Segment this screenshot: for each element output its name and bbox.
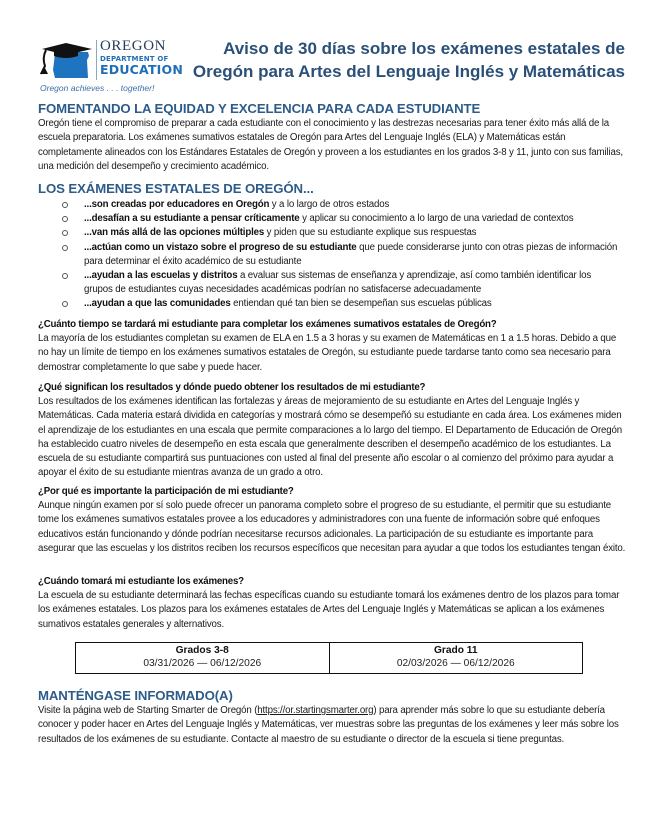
date-range: 02/03/2026 — 06/12/2026 (396, 658, 515, 669)
testing-window-grade-11 (329, 643, 583, 673)
testing-window-grades-3-8 (76, 643, 329, 673)
circle-bullet-icon (62, 202, 68, 208)
faq-answer-participation: Aunque ningún examen por sí solo puede ofrecer un panorama completo sobre el progreso de su estudiante, el permitir que su estudiante tome los exámenes sumativos estatales provee a los educadores y administradores con una fuente de información sobre qué enfoques educativos están funcionando y dónde podrían necesitarse recursos adicionales. La participación de su estudiante es importante para asegurar que las escuelas y los distritos reciben los recursos específicos que necesitan para ayudar a que todos los estudiantes tengan éxito. (38, 500, 626, 554)
bullet-item (60, 198, 620, 212)
logo-department: DEPARTMENT OF (100, 55, 169, 63)
faq-question-when: ¿Cuándo tomará mi estudiante los exámenes? (38, 576, 244, 587)
circle-bullet-icon (62, 245, 68, 251)
grade-label: Grados 3-8 (175, 645, 229, 656)
faq-answer-results: Los resultados de los exámenes identifican las fortalezas y áreas de mejoramiento de su estudiante en Artes del Lenguaje Inglés y Matemáticas. Cada materia estará dividida en categorías y mostrará cómo se desempeñó su estudiante en cada área. Los exámenes miden el aprendizaje de los estudiantes en una escala que permite comparaciones a lo largo del tiempo. El Departamento de Educación de Oregón ha establecido cuatro niveles de desempeño en esta escala que generalmente describen el desempeño académico de los estudiantes. La escuela de su estudiante compartirá sus puntuaciones con usted al final del presente año escolar o al comienzo del próximo para ayudar a apoyar el éxito de su estudiante mientras avanza de un grado a otro. (38, 396, 622, 479)
faq-question-results: ¿Qué significan los resultados y dónde puedo obtener los resultados de mi estudiante? (38, 382, 426, 393)
graduation-cap-oregon-icon (36, 40, 94, 80)
oregon-education-logo (36, 38, 184, 94)
circle-bullet-icon (62, 273, 68, 279)
bullet-item (60, 297, 620, 311)
bullet-item (60, 241, 620, 269)
logo-divider (96, 40, 97, 80)
bullet-item (60, 226, 620, 240)
title-line-1: Aviso de 30 días sobre los exámenes estatales de (223, 39, 625, 58)
bullet-text: entiendan qué tan bien se desempeñan sus escuelas públicas (230, 298, 492, 310)
section-heading-equity: FOMENTANDO LA EQUIDAD Y EXCELENCIA PARA CADA ESTUDIANTE (38, 101, 481, 116)
section-heading-informed: MANTÉNGASE INFORMADO(A) (38, 688, 233, 703)
logo-state-name: OREGON (100, 38, 167, 54)
section-heading-exams: LOS EXÁMENES ESTATALES DE OREGÓN... (38, 181, 314, 196)
grade-label: Grado 11 (433, 645, 478, 656)
bullet-bold: ...actúan como un vistazo sobre el progreso de su estudiante (84, 241, 357, 253)
circle-bullet-icon (62, 301, 68, 307)
logo-education: EDUCATION (100, 62, 184, 77)
bullet-item (60, 212, 620, 226)
bullet-bold: ...van más allá de las opciones múltiples (84, 227, 265, 239)
bullet-bold: ...son creadas por educadores en Oregón (84, 199, 270, 210)
faq-question-duration: ¿Cuánto tiempo se tardará mi estudiante para completar los exámenes sumativos estatales de Oregón? (38, 319, 497, 330)
bullet-bold: ...ayudan a que las comunidades (84, 298, 231, 310)
bullet-text: y aplicar su conocimiento a lo largo de una variedad de contextos (299, 213, 574, 225)
exams-bullet-list (60, 198, 620, 312)
bullet-text: y piden que su estudiante explique sus respuestas (264, 227, 477, 239)
bullet-text: que puede considerarse junto con otras piezas de información para determinar el éxito académico de su estudiante (84, 241, 618, 267)
bullet-item (60, 269, 620, 297)
logo-tagline: Oregon achieves . . . together! (40, 83, 155, 93)
testing-windows-table (75, 642, 583, 674)
starting-smarter-link[interactable]: https://or.startingsmarter.org (257, 705, 374, 716)
faq-answer-when: La escuela de su estudiante determinará las fechas específicas cuando su estudiante tomará los exámenes dentro de los plazos para tomar los exámenes estatales. Los plazos para los exámenes estatales de Artes del Lenguaje Inglés y Matemáticas se aplican a los exámenes sumativos estatales generales y alternativos. (38, 590, 620, 630)
bullet-bold: ...desafían a su estudiante a pensar críticamente (84, 213, 300, 225)
circle-bullet-icon (62, 216, 68, 222)
section-body-equity: Oregón tiene el compromiso de preparar a cada estudiante con el conocimiento y las destrezas necesarias para tener éxito más allá de la escuela preparatoria. Los exámenes sumativos estatales de Oregón para Artes del Lenguaje Inglés (ELA) y Matemáticas están completamente alineados con los Estándares Estatales de Oregón y proveen a los estudiantes en los grados 3-8 y 11, junto con sus familias, una medición del desempeño y crecimiento académico. (38, 118, 623, 172)
date-range: 03/31/2026 — 06/12/2026 (143, 658, 262, 669)
informed-text-before: Visite la página web de Starting Smarter de Oregón ( (38, 705, 258, 716)
title-line-2: Oregón para Artes del Lenguaje Inglés y Matemáticas (192, 62, 625, 81)
section-body-informed (38, 704, 628, 747)
circle-bullet-icon (62, 230, 68, 236)
bullet-bold: ...ayudan a las escuelas y distritos (84, 270, 238, 282)
bullet-text: y a lo largo de otros estados (269, 199, 390, 210)
bullet-text: a evaluar sus sistemas de enseñanza y aprendizaje, así como también identificar los grupos de estudiantes cuyas necesidades académicas podrían no satisfacerse adecuadamente (84, 270, 592, 296)
informed-text-after: ) para aprender más sobre lo que su estudiante debería conocer y poder hacer en Artes del Lenguaje Inglés y Matemáticas, ver muestras sobre las preguntas de los exámenes y leer más sobre los resultados de los exámenes de su estudiante. Contacte al maestro de su estudiante o director de la escuela si tiene preguntas. (38, 705, 619, 745)
faq-answer-duration: La mayoría de los estudiantes completan su examen de ELA en 1.5 a 3 horas y su examen de Matemáticas en 1 a 1.5 horas. Debido a que no hay un límite de tiempo en los exámenes sumativos estatales de Oregón, su estudiante puede tardarse tanto como sea necesario para demostrar completamente lo que sabe y puede hacer. (38, 333, 617, 373)
faq-question-participation: ¿Por qué es importante la participación de mi estudiante? (38, 486, 294, 497)
page-title (185, 37, 625, 83)
